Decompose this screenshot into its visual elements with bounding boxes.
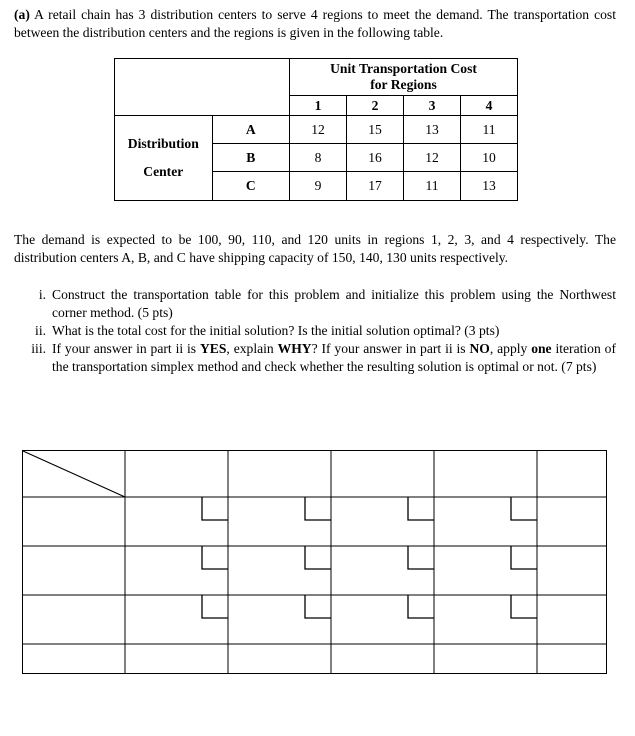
distribution-center-label (115, 116, 213, 201)
cost-table-corner (115, 59, 290, 116)
region-header: 2 (347, 96, 404, 116)
blank-transportation-table (22, 450, 608, 676)
question-number: i. (38, 287, 46, 302)
cost-table (114, 58, 518, 201)
cost-cell: 11 (404, 172, 461, 201)
cost-table-header (290, 59, 518, 96)
cost-cell: 12 (290, 116, 347, 144)
q3-no: NO (469, 341, 490, 356)
center-label: B (212, 144, 289, 172)
cost-box (408, 546, 434, 569)
cost-cell: 16 (347, 144, 404, 172)
cost-box (305, 595, 331, 618)
cost-box (511, 546, 537, 569)
center-label: A (212, 116, 289, 144)
q3-text-part: , apply (489, 341, 532, 356)
cost-cell: 10 (461, 144, 518, 172)
q3-yes: YES (199, 341, 227, 356)
cost-box (305, 546, 331, 569)
cost-header-line2: for Regions (370, 77, 437, 92)
question-number: iii. (31, 341, 46, 356)
cost-box (511, 595, 537, 618)
center-label: C (212, 172, 289, 201)
grid-border (23, 451, 607, 674)
dc-label-line1: Distribution (127, 136, 199, 151)
q3-text-part: ? If your answer in part ii is (311, 341, 470, 356)
cost-cell: 15 (347, 116, 404, 144)
intro-text: A retail chain has 3 distribution centers to serve 4 regions to meet the demand. The transportation cost between the distribution centers and the regions is given in the following table. (14, 7, 616, 40)
q3-text-part: , explain (226, 341, 278, 356)
cost-box (408, 497, 434, 520)
q3-one: one (531, 341, 552, 356)
q3-why: WHY (277, 341, 312, 356)
question-number: ii. (35, 323, 46, 338)
cost-cell: 13 (404, 116, 461, 144)
cost-header-line1: Unit Transportation Cost (330, 61, 477, 76)
demand-paragraph: The demand is expected to be 100, 90, 110, and 120 units in regions 1, 2, 3, and 4 respectively. The distribution centers A, B, and C have shipping capacity of 150, 140, 130 units respectively. (14, 232, 616, 265)
cost-box (202, 497, 228, 520)
question-text: What is the total cost for the initial solution? Is the initial solution optimal? (3 pts) (52, 323, 500, 338)
q3-text-part: If your answer in part ii is (52, 341, 200, 356)
corner-diagonal (23, 451, 125, 497)
question-text (52, 340, 616, 375)
cost-box (408, 595, 434, 618)
cost-box (202, 546, 228, 569)
cost-cell: 8 (290, 144, 347, 172)
intro-paragraph (14, 6, 616, 41)
region-header: 3 (404, 96, 461, 116)
problem-label: (a) (14, 7, 30, 22)
region-header: 4 (461, 96, 518, 116)
cost-cell: 12 (404, 144, 461, 172)
dc-label-line2: Center (143, 164, 184, 179)
cost-cell: 11 (461, 116, 518, 144)
cost-box (511, 497, 537, 520)
cost-cell: 17 (347, 172, 404, 201)
question-text: Construct the transportation table for this problem and initialize this problem using the Northwest corner method. (5 pts) (52, 287, 616, 320)
cost-box (202, 595, 228, 618)
region-header: 1 (290, 96, 347, 116)
cost-cell: 13 (461, 172, 518, 201)
q3-text-part: iteration of the transportation simplex method and check whether the resulting solution is optimal or not. (7 pts) (52, 341, 616, 374)
cost-cell: 9 (290, 172, 347, 201)
cost-box (305, 497, 331, 520)
